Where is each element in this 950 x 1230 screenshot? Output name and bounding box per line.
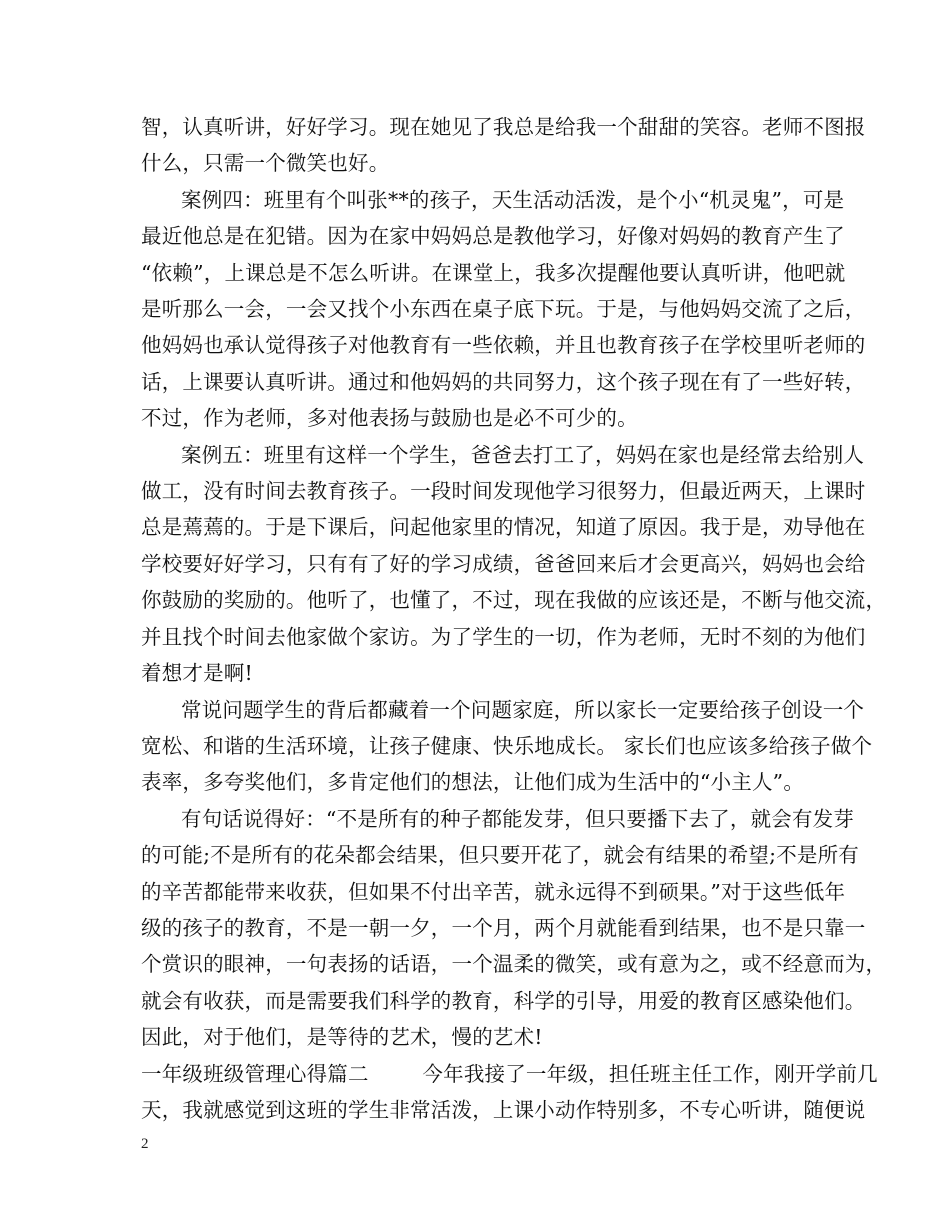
- text-line: 宽松、和谐的生活环境，让孩子健康、快乐地成长。 家长们也应该多给孩子做个: [141, 733, 873, 758]
- text-line: 级的孩子的教育，不是一朝一夕，一个月，两个月就能看到结果，也不是只靠一: [141, 915, 866, 940]
- text-line: 个赏识的眼神，一句表扬的话语，一个温柔的微笑，或有意为之，或不经意而为，: [141, 952, 887, 977]
- text-line: 你鼓励的奖励的。他听了，也懂了，不过，现在我做的应该还是，不断与他交流，: [141, 588, 887, 613]
- paragraph-problem-family-start: 常说问题学生的背后都藏着一个问题家庭，所以家长一定要给孩子创设一个: [181, 697, 865, 722]
- text-line: 做工，没有时间去教育孩子。一段时间发现他学习很努力，但最近两天，上课时: [141, 479, 866, 504]
- text-line: 着想才是啊!: [141, 661, 253, 686]
- body-text: [141, 109, 887, 1128]
- text-line: 智，认真听讲，好好学习。现在她见了我总是给我一个甜甜的笑容。老师不图报: [141, 115, 866, 139]
- text-line: 话，上课要认真听讲。通过和他妈妈的共同努力，这个孩子现在有了一些好转，: [141, 369, 866, 394]
- text-line: 天，我就感觉到这班的学生非常活泼，上课小动作特别多，不专心听讲，随便说: [141, 1097, 866, 1122]
- text-line: 的辛苦都能带来收获，但如果不付出辛苦，就永远得不到硕果。”对于这些低年: [141, 879, 846, 904]
- paragraph-saying-start: 有句话说得好：“不是所有的种子都能发芽，但只要播下去了，就会有发芽: [181, 806, 855, 831]
- text-line: 是听那么一会，一会又找个小东西在桌子底下玩。于是，与他妈妈交流了之后，: [141, 297, 866, 322]
- text-line: 什么，只需一个微笑也好。: [141, 151, 390, 176]
- text-line: 因此，对于他们，是等待的艺术，慢的艺术!: [141, 1025, 543, 1050]
- section-heading-line: 一年级班级管理心得篇二 今年我接了一年级，担任班主任工作，刚开学前几: [141, 1061, 878, 1086]
- text-line: 的可能;不是所有的花朵都会结果，但只要开花了，就会有结果的希望;不是所有: [141, 843, 860, 868]
- text-line: 学校要好好学习，只有有了好的学习成绩，爸爸回来后才会更高兴，妈妈也会给: [141, 551, 866, 576]
- text-line: 最近他总是在犯错。因为在家中妈妈总是教他学习，好像对妈妈的教育产生了: [141, 224, 845, 249]
- text-line: 总是蔫蔫的。于是下课后，问起他家里的情况，知道了原因。我于是，劝导他在: [141, 515, 866, 540]
- text-line: 就会有收获，而是需要我们科学的教育，科学的引导，用爱的教育区感染他们。: [141, 988, 866, 1013]
- text-line: “依赖”，上课总是不怎么听讲。在课堂上，我多次提醒他要认真听讲，他吧就: [141, 260, 846, 285]
- text-line: 他妈妈也承认觉得孩子对他教育有一些依赖，并且也教育孩子在学校里听老师的: [141, 333, 866, 358]
- text-line: 并且找个时间去他家做个家访。为了学生的一切，作为老师，无时不刻的为他们: [141, 624, 866, 649]
- page-number: 2: [141, 1136, 149, 1152]
- text-line: 不过，作为老师，多对他表扬与鼓励也是必不可少的。: [141, 406, 638, 431]
- paragraph-case-five-start: 案例五：班里有这样一个学生，爸爸去打工了，妈妈在家也是经常去给别人: [181, 442, 865, 467]
- text-line: 表率，多夸奖他们，多肯定他们的想法，让他们成为生活中的“小主人”。: [141, 770, 805, 795]
- paragraph-case-four-start: 案例四：班里有个叫张**的孩子，天生活动活泼，是个小“机灵鬼”，可是: [181, 187, 845, 212]
